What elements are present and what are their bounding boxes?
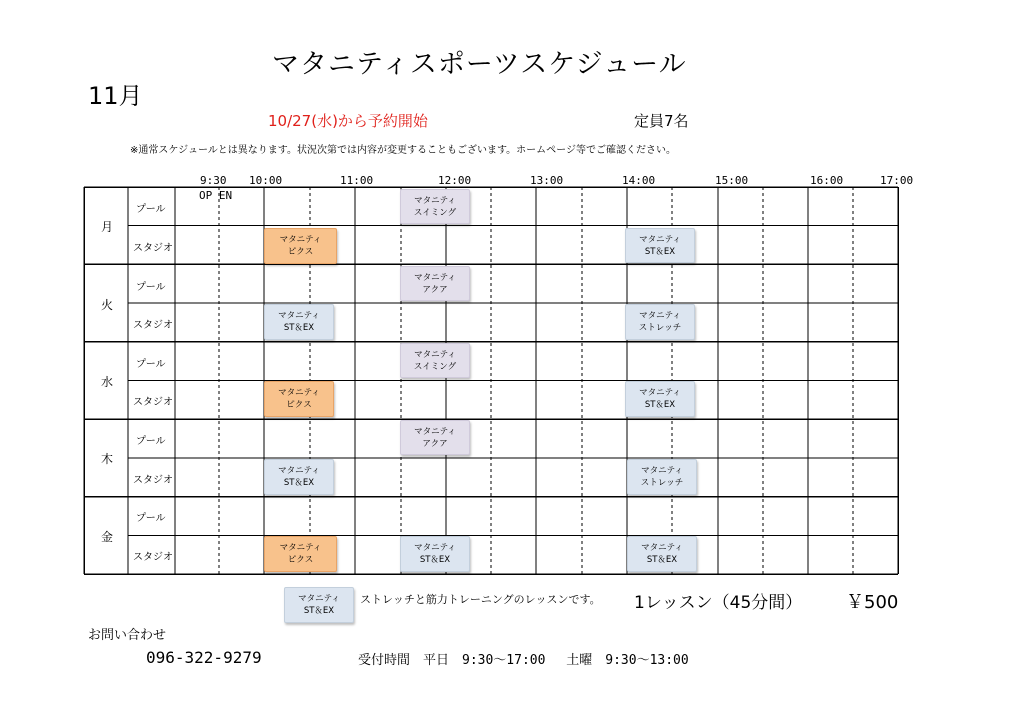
reception-hours: 受付時間 平日 9:30～17:00 土曜 9:30～13:00 bbox=[358, 653, 689, 668]
room-label-pool: プール bbox=[136, 436, 166, 447]
lesson-card[interactable]: マタニティ ST＆EX bbox=[264, 304, 334, 340]
open-label: OP EN bbox=[199, 189, 233, 202]
lesson-card[interactable]: マタニティ ストレッチ bbox=[625, 304, 695, 340]
lesson-duration: 1レッスン（45分間） bbox=[634, 593, 803, 613]
reservation-start-notice: 10/27(水)から予約開始 bbox=[268, 112, 428, 130]
room-label-studio: スタジオ bbox=[133, 475, 173, 486]
room-label-studio: スタジオ bbox=[133, 243, 173, 254]
day-label-tue: 火 bbox=[100, 298, 113, 312]
lesson-card[interactable]: マタニティ スイミング bbox=[400, 343, 470, 378]
legend-lesson-box: マタニティ ST＆EX bbox=[284, 587, 354, 623]
room-label-pool: プール bbox=[136, 282, 166, 293]
page-title: マタニティスポーツスケジュール bbox=[272, 49, 687, 80]
day-label-thu: 木 bbox=[100, 452, 113, 466]
room-label-studio: スタジオ bbox=[133, 320, 173, 331]
lesson-card[interactable]: マタニティ ストレッチ bbox=[627, 459, 697, 495]
time-label: 12:00 bbox=[438, 174, 472, 187]
room-label-pool: プール bbox=[136, 513, 166, 524]
lesson-card[interactable]: マタニティ アクア bbox=[400, 420, 470, 455]
lesson-card[interactable]: マタニティ ST＆EX bbox=[625, 228, 695, 263]
time-label: 10:00 bbox=[249, 174, 283, 187]
time-label: 16:00 bbox=[810, 174, 844, 187]
day-label-wed: 水 bbox=[100, 375, 113, 389]
lesson-card[interactable]: マタニティ ピクス bbox=[264, 228, 337, 264]
phone-number[interactable]: 096-322-9279 bbox=[146, 648, 262, 667]
capacity-label: 定員7名 bbox=[634, 112, 689, 130]
time-label: 15:00 bbox=[715, 174, 749, 187]
lesson-card[interactable]: マタニティ アクア bbox=[400, 266, 470, 301]
time-label: 13:00 bbox=[530, 174, 564, 187]
room-label-pool: プール bbox=[136, 204, 166, 215]
legend-description: ストレッチと筋力トレーニングのレッスンです。 bbox=[360, 593, 601, 606]
room-label-studio: スタジオ bbox=[133, 397, 173, 408]
time-label: 14:00 bbox=[622, 174, 656, 187]
lesson-card[interactable]: マタニティ ST＆EX bbox=[625, 381, 695, 417]
lesson-card[interactable]: マタニティ ST＆EX bbox=[264, 459, 334, 495]
schedule-note: ※通常スケジュールとは異なります。状況次第では内容が変更することもございます。ホームページ等でご確認ください。 bbox=[130, 145, 676, 156]
lesson-card[interactable]: マタニティ ST＆EX bbox=[627, 536, 697, 572]
month-label: 11月 bbox=[88, 82, 143, 110]
room-label-pool: プール bbox=[136, 359, 166, 370]
time-label: 17:00 bbox=[880, 174, 914, 187]
lesson-card[interactable]: マタニティ スイミング bbox=[400, 189, 470, 224]
time-label: 9:30 bbox=[200, 174, 227, 187]
lesson-card[interactable]: マタニティ ピクス bbox=[264, 536, 337, 572]
contact-label: お問い合わせ bbox=[88, 628, 167, 643]
day-label-fri: 金 bbox=[100, 530, 113, 544]
lesson-card[interactable]: マタニティ ピクス bbox=[264, 381, 334, 417]
lesson-price: ￥500 bbox=[846, 592, 899, 613]
room-label-studio: スタジオ bbox=[133, 552, 173, 563]
time-label: 11:00 bbox=[340, 174, 374, 187]
day-label-mon: 月 bbox=[100, 220, 113, 234]
lesson-card[interactable]: マタニティ ST＆EX bbox=[400, 536, 470, 572]
